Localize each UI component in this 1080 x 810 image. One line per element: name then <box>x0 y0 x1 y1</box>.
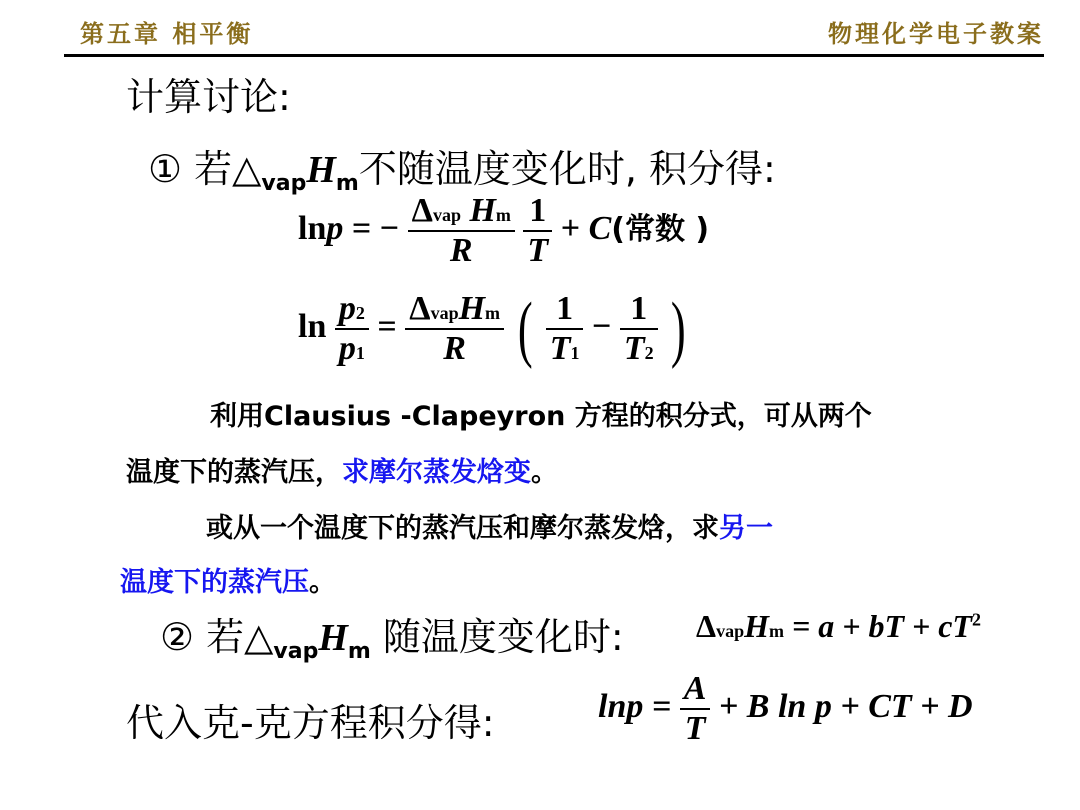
eq2-fraction-T1 <box>546 290 584 368</box>
eq3-rhs: = a + bT + cT <box>791 608 972 644</box>
eq2-sub-2: 2 <box>355 303 365 323</box>
eq2-sub-1: 1 <box>355 343 365 363</box>
case2-prefix: 若△ <box>206 615 274 659</box>
eq3-vap: vap <box>716 621 745 641</box>
eq4-T: T <box>680 708 711 748</box>
eq1-delta: Δ <box>411 192 433 229</box>
section-heading: 计算讨论: <box>126 75 291 119</box>
eq2-T2: T <box>623 330 645 367</box>
eq2-T1: T <box>549 330 571 367</box>
eq1-equals: = − <box>351 209 400 247</box>
eq2-H: H <box>458 290 486 327</box>
eq2-ln: ln <box>298 307 327 345</box>
case2-H: H <box>318 617 348 659</box>
eq2-minus: − <box>591 307 612 345</box>
eq1-H: H <box>469 192 496 229</box>
equation-2 <box>298 290 691 368</box>
case1-marker: ① <box>148 147 183 191</box>
eq2-p2: p <box>338 290 356 327</box>
paragraph2-end: 。 <box>309 567 336 598</box>
case2-line <box>160 606 624 664</box>
eq2-fraction-pressure <box>335 290 369 368</box>
eq2-one-a: 1 <box>556 290 574 327</box>
eq4-lhs: lnp = <box>598 687 672 725</box>
eq1-T: T <box>523 230 552 270</box>
paragraph1-end: 。 <box>531 457 558 488</box>
eq1-one: 1 <box>529 192 547 229</box>
eq2-m: m <box>485 303 501 323</box>
header-rule <box>64 54 1044 57</box>
case3-line: 代入克-克方程积分得: <box>126 701 495 745</box>
eq1-C: C <box>588 209 612 247</box>
case1-H: H <box>306 149 336 191</box>
courseware-title: 物理化学电子教案 <box>828 19 1044 48</box>
eq2-right-paren: ) <box>671 288 686 370</box>
eq1-p: p <box>326 209 344 247</box>
equation-3 <box>696 608 981 645</box>
eq1-plus: + <box>560 209 581 247</box>
eq2-fraction-T2 <box>620 290 658 368</box>
case1-line <box>148 138 776 196</box>
eq2-T1-sub: 1 <box>570 343 580 363</box>
paragraph2-text: 或从一个温度下的蒸汽压和摩尔蒸发焓，求 <box>206 513 719 544</box>
eq1-fraction-inverse-T <box>523 192 552 270</box>
case2-sub-vap: vap <box>273 639 319 664</box>
eq1-constant: (常数 ) <box>611 211 710 247</box>
paragraph1-text: 温度下的蒸汽压， <box>126 457 342 488</box>
chapter-title: 第五章 相平衡 <box>80 19 254 48</box>
case2-sub-m: m <box>347 639 371 664</box>
eq3-delta: Δ <box>696 608 717 644</box>
case1-sub-vap: vap <box>261 171 307 196</box>
eq2-vap: vap <box>430 303 459 323</box>
paragraph1-highlight: 求摩尔蒸发焓变 <box>342 457 531 488</box>
paragraph1-line1: 利用Clausius -Clapeyron 方程的积分式，可从两个 <box>210 401 872 432</box>
eq1-m: m <box>495 205 511 225</box>
case2-text: 随温度变化时: <box>370 615 624 659</box>
eq4-A: A <box>683 670 707 707</box>
paragraph1-line2 <box>126 450 558 489</box>
eq4-fraction <box>680 670 711 748</box>
equation-1 <box>298 192 709 270</box>
eq2-T2-sub: 2 <box>644 343 654 363</box>
eq4-rhs: + B ln p + CT + D <box>718 687 973 725</box>
case1-sub-m: m <box>335 171 359 196</box>
case1-prefix: 若△ <box>194 147 262 191</box>
eq1-ln: ln <box>298 209 327 247</box>
eq2-delta: Δ <box>409 290 431 327</box>
eq2-equals: = <box>377 307 397 345</box>
case1-text: 不随温度变化时, 积分得: <box>358 147 776 191</box>
eq2-p1: p <box>338 330 356 367</box>
eq2-one-b: 1 <box>630 290 648 327</box>
paragraph2-line2 <box>120 560 336 599</box>
eq1-fraction-enthalpy <box>408 192 515 270</box>
eq2-fraction-enthalpy <box>405 290 504 368</box>
eq1-vap: vap <box>432 205 461 225</box>
paragraph2-highlight-b: 温度下的蒸汽压 <box>120 567 309 598</box>
eq3-m: m <box>768 621 784 641</box>
paragraph2-line1 <box>206 506 773 545</box>
equation-4 <box>598 670 973 748</box>
case2-marker: ② <box>160 615 195 659</box>
eq2-R: R <box>405 328 504 368</box>
eq2-left-paren: ( <box>517 288 533 370</box>
eq1-R: R <box>408 230 515 270</box>
paragraph2-highlight-a: 另一 <box>719 513 773 544</box>
eq3-square: 2 <box>971 609 981 630</box>
eq3-H: H <box>744 608 769 644</box>
